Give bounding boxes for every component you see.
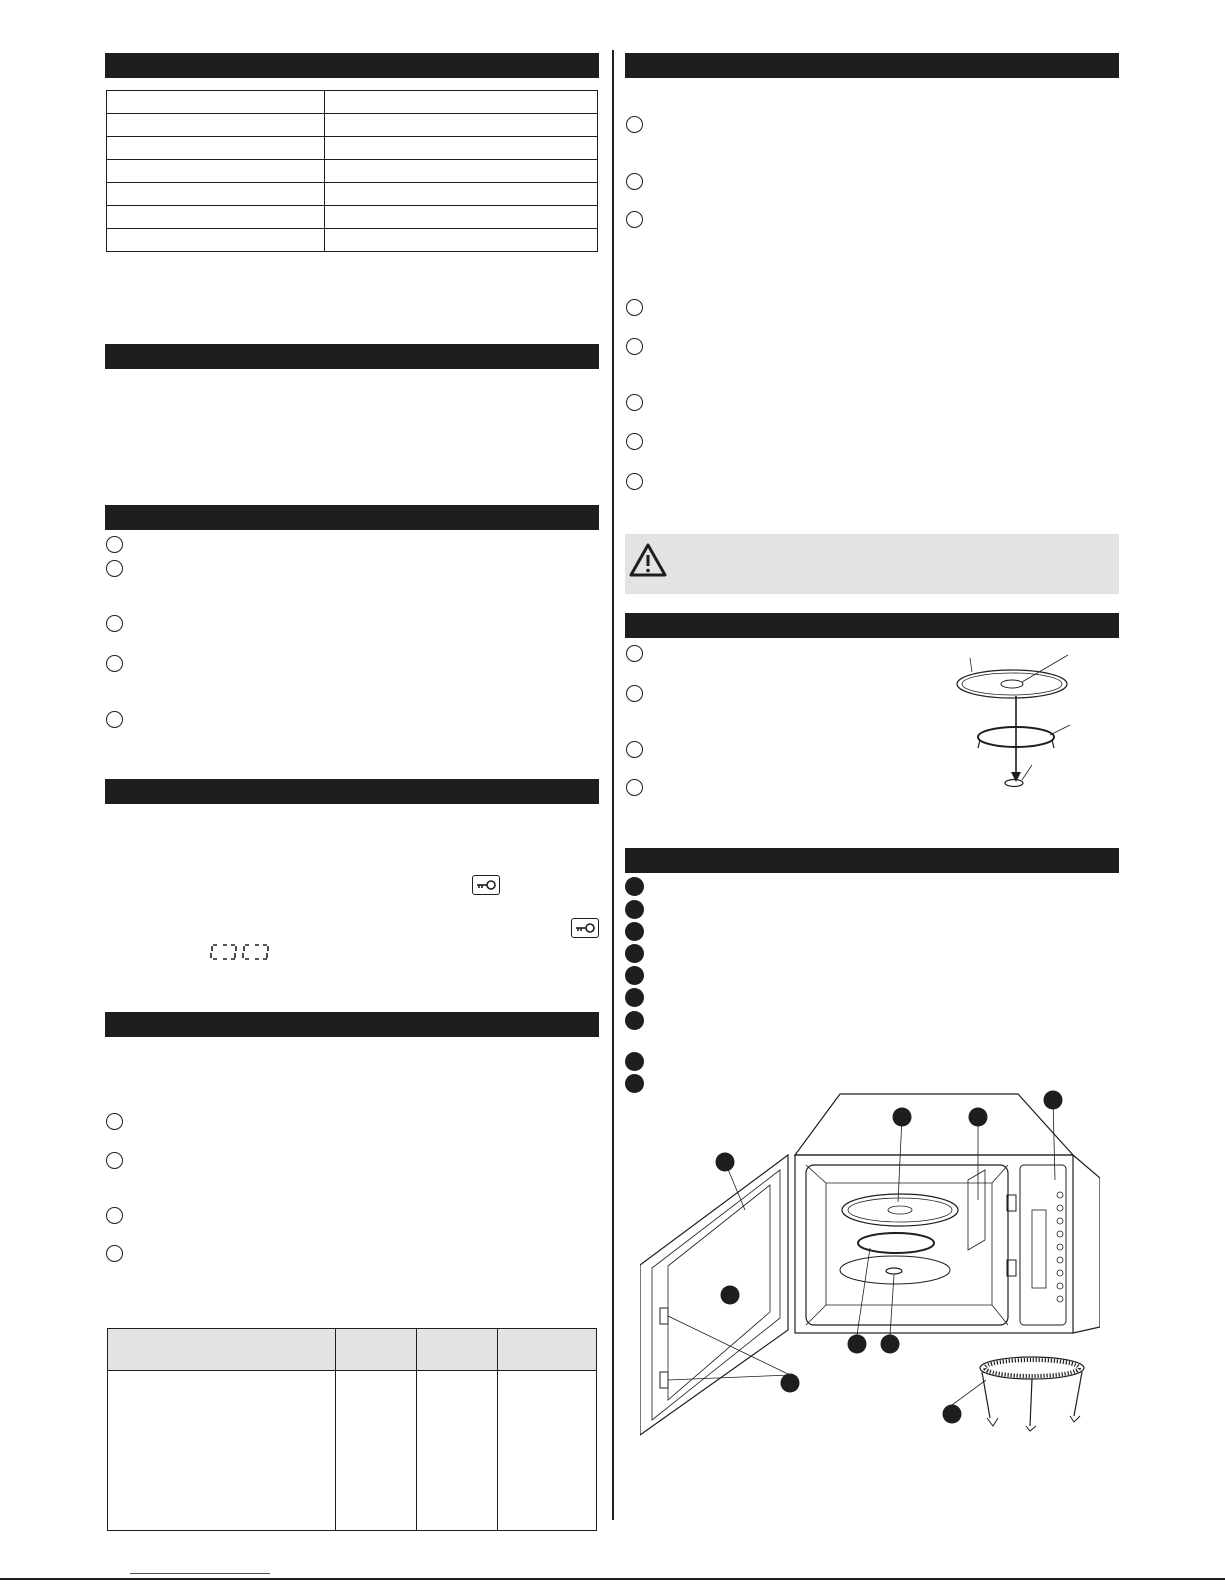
dashed-display-icon (209, 943, 271, 961)
section-header-5 (105, 1012, 599, 1037)
spec-cell (325, 160, 598, 183)
part-badge-6 (625, 988, 644, 1007)
step-circle (626, 779, 643, 796)
footer-rule (0, 1578, 1225, 1580)
part-badge-2 (625, 900, 644, 919)
key-icon (571, 918, 599, 938)
callout-6 (848, 1335, 867, 1354)
step-circle (106, 1245, 123, 1262)
step-circle (106, 1207, 123, 1224)
step-circle (626, 394, 643, 411)
spec-cell (325, 91, 598, 114)
specifications-table (106, 90, 598, 252)
step-circle (626, 299, 643, 316)
callout-8 (781, 1374, 800, 1393)
microwave-parts-diagram (640, 1090, 1100, 1450)
part-badge-7 (625, 1011, 644, 1030)
spec-cell (107, 183, 325, 206)
section-header-installation (625, 53, 1119, 78)
step-circle (626, 473, 643, 490)
section-header-2 (105, 344, 599, 369)
step-circle (106, 615, 123, 632)
table-header-cell (336, 1329, 417, 1371)
step-circle (626, 645, 643, 662)
warning-triangle-icon (628, 542, 668, 578)
turntable-installation-diagram (950, 650, 1080, 795)
spec-cell (107, 206, 325, 229)
step-circle (626, 338, 643, 355)
step-circle (106, 536, 123, 553)
spec-cell (107, 91, 325, 114)
step-circle (626, 741, 643, 758)
spec-cell (325, 229, 598, 252)
spec-cell (107, 160, 325, 183)
key-icon (472, 875, 500, 895)
section-header-parts (625, 848, 1119, 873)
step-circle (626, 116, 643, 133)
step-circle (626, 685, 643, 702)
part-badge-1 (625, 877, 644, 896)
footer-link-underline[interactable] (130, 1573, 270, 1574)
cookware-table (107, 1328, 597, 1531)
step-circle (626, 173, 643, 190)
table-header-cell (417, 1329, 498, 1371)
spec-cell (107, 229, 325, 252)
spec-cell (325, 114, 598, 137)
column-divider (612, 50, 614, 1520)
callout-9 (943, 1405, 962, 1424)
spec-cell (325, 137, 598, 160)
callout-3 (969, 1108, 988, 1127)
table-cell (336, 1371, 417, 1531)
part-badge-8 (625, 1052, 644, 1071)
warning-panel (625, 534, 1119, 594)
step-circle (626, 433, 643, 450)
part-badge-4 (625, 944, 644, 963)
step-circle (106, 1113, 123, 1130)
table-header-cell (108, 1329, 336, 1371)
table-cell (417, 1371, 498, 1531)
section-header-child-lock (105, 779, 599, 804)
step-circle (626, 211, 643, 228)
part-badge-3 (625, 922, 644, 941)
callout-7 (881, 1335, 900, 1354)
table-cell (498, 1371, 597, 1531)
table-cell (108, 1371, 336, 1531)
spec-cell (325, 206, 598, 229)
spec-cell (325, 183, 598, 206)
section-header-3 (105, 505, 599, 530)
table-header-cell (498, 1329, 597, 1371)
callout-5 (721, 1286, 740, 1305)
section-header-turntable (625, 613, 1119, 638)
callout-4 (1044, 1091, 1063, 1110)
part-badge-5 (625, 966, 644, 985)
step-circle (106, 655, 123, 672)
callout-1 (716, 1153, 735, 1172)
step-circle (106, 1152, 123, 1169)
section-header-specifications (105, 53, 599, 78)
step-circle (106, 560, 123, 577)
callout-2 (893, 1108, 912, 1127)
spec-cell (107, 114, 325, 137)
step-circle (106, 711, 123, 728)
spec-cell (107, 137, 325, 160)
